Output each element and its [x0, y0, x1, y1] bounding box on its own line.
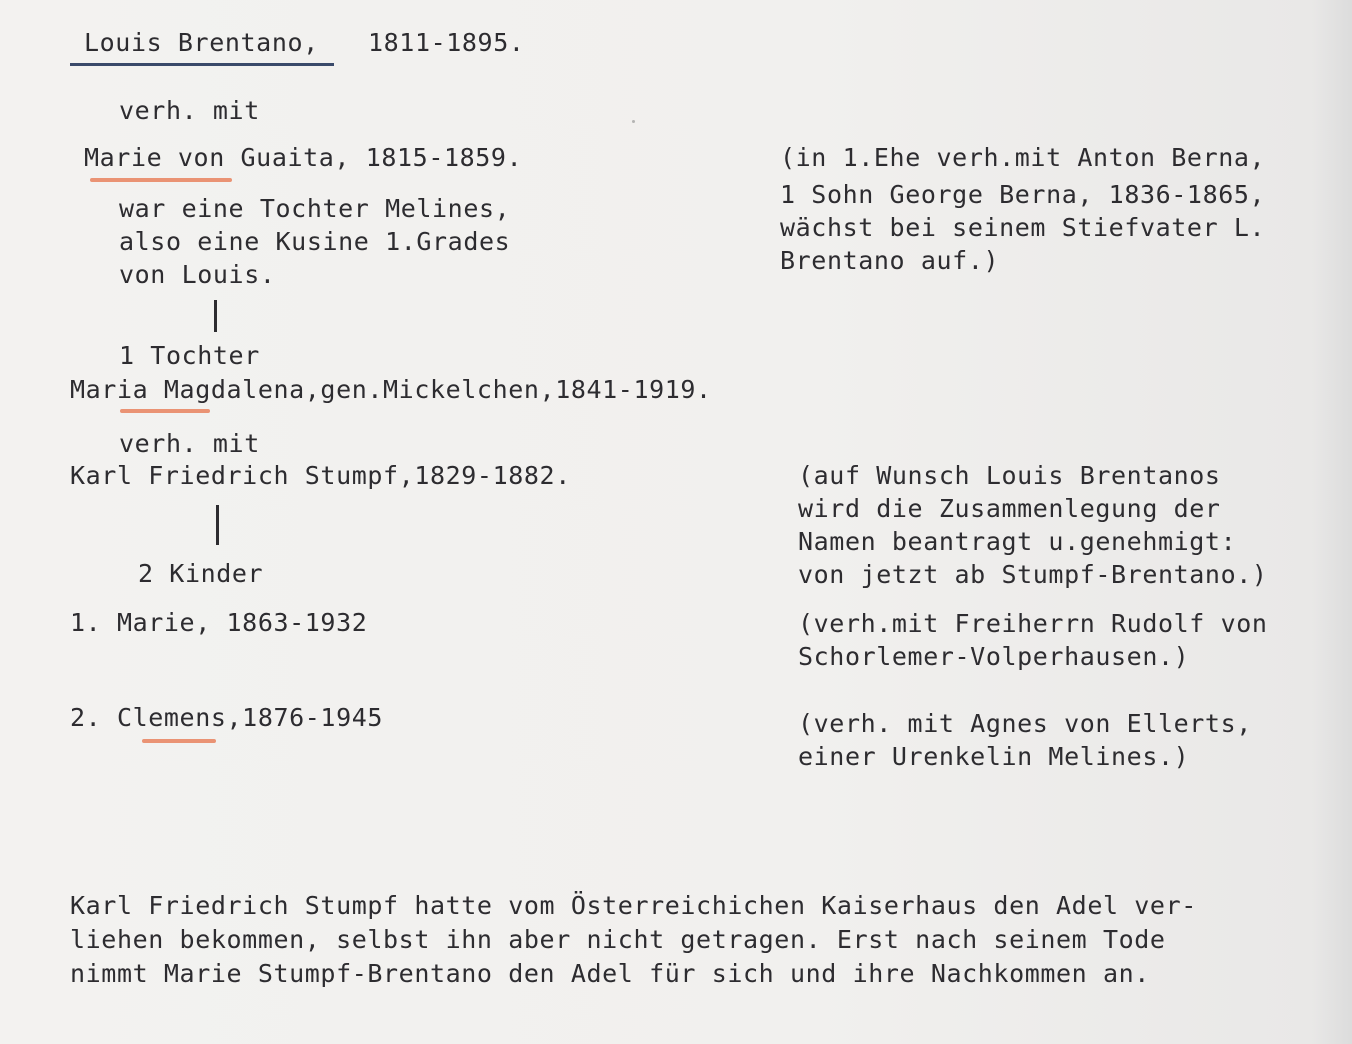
descent-line-2	[216, 505, 219, 545]
footer-line-1: Karl Friedrich Stumpf hatte vom Österreichichen Kaiserhaus den Adel ver-	[70, 891, 1197, 920]
marriage2-note-line-1: (auf Wunsch Louis Brentanos	[798, 461, 1221, 490]
child-2-note-line-1: (verh. mit Agnes von Ellerts,	[798, 709, 1252, 738]
header-name: Louis Brentano,	[84, 28, 319, 57]
child-1-note-line-2: Schorlemer-Volperhausen.)	[798, 642, 1190, 671]
descent-line-1	[214, 300, 217, 332]
marriage1-desc-line-3: von Louis.	[119, 260, 276, 289]
marriage1-desc-line-2: also eine Kusine 1.Grades	[119, 227, 511, 256]
marriage1-note-line-3: wächst bei seinem Stiefvater L.	[780, 213, 1266, 242]
marriage1-verh: verh. mit	[119, 96, 260, 125]
marriage1-spouse-highlight	[90, 178, 232, 182]
daughter-count: 1 Tochter	[119, 341, 260, 370]
marriage2-verh: verh. mit	[119, 429, 260, 458]
daughter-name: Maria Magdalena,gen.Mickelchen,1841-1919.	[70, 375, 712, 404]
child-1-note-line-1: (verh.mit Freiherrn Rudolf von	[798, 609, 1268, 638]
marriage1-spouse: Marie von Guaita, 1815-1859.	[84, 143, 523, 172]
child-2-highlight	[142, 739, 216, 743]
header-underline	[70, 63, 334, 66]
marriage1-note-line-2: 1 Sohn George Berna, 1836-1865,	[780, 180, 1266, 209]
daughter-name-highlight	[120, 409, 210, 413]
marriage1-note-line-4: Brentano auf.)	[780, 246, 1000, 275]
footer-line-3: nimmt Marie Stumpf-Brentano den Adel für sich und ihre Nachkommen an.	[70, 959, 1150, 988]
child-1-label: 1. Marie, 1863-1932	[70, 608, 368, 637]
header-years: 1811-1895.	[368, 28, 525, 57]
children-count: 2 Kinder	[138, 559, 264, 588]
marriage2-note-line-3: Namen beantragt u.genehmigt:	[798, 527, 1237, 556]
child-2-note-line-2: einer Urenkelin Melines.)	[798, 742, 1190, 771]
child-2-label: 2. Clemens,1876-1945	[70, 703, 384, 732]
marriage2-note-line-4: von jetzt ab Stumpf-Brentano.)	[798, 560, 1268, 589]
paper-speck	[632, 120, 635, 123]
marriage2-spouse: Karl Friedrich Stumpf,1829-1882.	[70, 461, 571, 490]
marriage1-note-line-1: (in 1.Ehe verh.mit Anton Berna,	[780, 143, 1266, 172]
marriage1-desc-line-1: war eine Tochter Melines,	[119, 194, 511, 223]
marriage2-note-line-2: wird die Zusammenlegung der	[798, 494, 1221, 523]
footer-line-2: liehen bekommen, selbst ihn aber nicht getragen. Erst nach seinem Tode	[70, 925, 1166, 954]
